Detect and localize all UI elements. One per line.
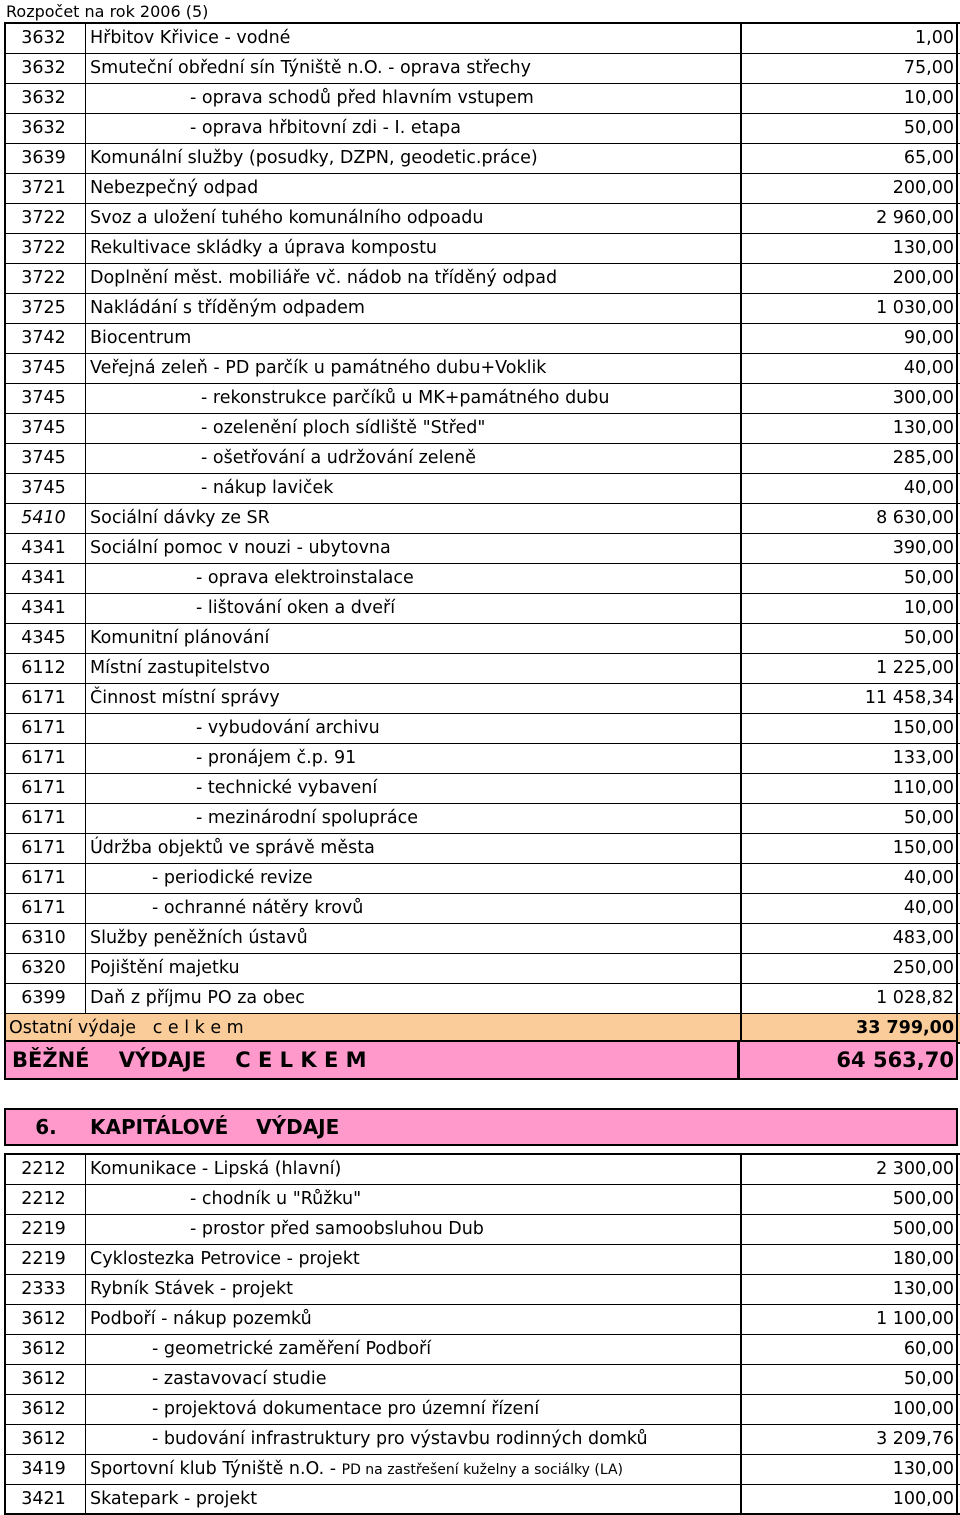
row-description: Údržba objektů ve správě města bbox=[86, 834, 742, 863]
row-code: 3612 bbox=[6, 1335, 86, 1364]
row-description: Rybník Stávek - projekt bbox=[86, 1275, 742, 1304]
table-row bbox=[6, 1215, 960, 1245]
row-description: - periodické revize bbox=[86, 864, 742, 893]
row-code: 6112 bbox=[6, 654, 86, 683]
section-title: KAPITÁLOVÉ VÝDAJE bbox=[90, 1115, 340, 1139]
table-row bbox=[6, 264, 960, 294]
row-description: Smuteční obřední sín Týniště n.O. - oprava střechy bbox=[86, 54, 742, 83]
row-description: Komunální služby (posudky, DZPN, geodetic.práce) bbox=[86, 144, 742, 173]
row-amount: 8 630,00 bbox=[742, 504, 958, 533]
row-code: 2219 bbox=[6, 1245, 86, 1274]
table-row bbox=[6, 474, 960, 504]
table-row bbox=[6, 354, 960, 384]
row-amount: 3 209,76 bbox=[742, 1425, 958, 1454]
row-code: 6399 bbox=[6, 984, 86, 1013]
row-code: 4341 bbox=[6, 594, 86, 623]
row-amount: 40,00 bbox=[742, 354, 958, 383]
table-row bbox=[6, 1305, 960, 1335]
row-code: 3722 bbox=[6, 204, 86, 233]
row-code: 3725 bbox=[6, 294, 86, 323]
table-row bbox=[6, 594, 960, 624]
table-row bbox=[6, 564, 960, 594]
table-row bbox=[6, 174, 960, 204]
row-code: 6171 bbox=[6, 804, 86, 833]
table-row bbox=[6, 684, 960, 714]
row-code: 3419 bbox=[6, 1455, 86, 1484]
row-description: - oprava hřbitovní zdi - I. etapa bbox=[86, 114, 742, 143]
row-code: 6171 bbox=[6, 744, 86, 773]
row-code: 3745 bbox=[6, 414, 86, 443]
row-amount: 2 300,00 bbox=[742, 1155, 958, 1184]
table-row bbox=[6, 1155, 960, 1185]
row-description-note: PD na zastřešení kuželny a sociálky (LA) bbox=[341, 1462, 624, 1478]
row-amount: 130,00 bbox=[742, 234, 958, 263]
grand-total-label: BĚŽNÉ VÝDAJE C E L K E M bbox=[6, 1042, 740, 1078]
row-amount: 130,00 bbox=[742, 1275, 958, 1304]
row-code: 3722 bbox=[6, 264, 86, 293]
row-code: 3745 bbox=[6, 474, 86, 503]
row-code: 3632 bbox=[6, 54, 86, 83]
row-description: Místní zastupitelstvo bbox=[86, 654, 742, 683]
row-amount: 150,00 bbox=[742, 834, 958, 863]
table-row bbox=[6, 924, 960, 954]
row-description: Nakládání s tříděným odpadem bbox=[86, 294, 742, 323]
row-description: Veřejná zeleň - PD parčík u památného dubu+Voklik bbox=[86, 354, 742, 383]
row-amount: 50,00 bbox=[742, 564, 958, 593]
row-description: - lištování oken a dveří bbox=[86, 594, 742, 623]
row-amount: 133,00 bbox=[742, 744, 958, 773]
row-description: Nebezpečný odpad bbox=[86, 174, 742, 203]
table-row bbox=[6, 1485, 960, 1515]
current-expenses-table bbox=[4, 22, 960, 1044]
row-description: Rekultivace skládky a úprava kompostu bbox=[86, 234, 742, 263]
row-description: Daň z příjmu PO za obec bbox=[86, 984, 742, 1013]
row-code: 3745 bbox=[6, 444, 86, 473]
table-row bbox=[6, 384, 960, 414]
row-code: 3612 bbox=[6, 1425, 86, 1454]
row-description: Doplnění měst. mobiliáře vč. nádob na tříděný odpad bbox=[86, 264, 742, 293]
row-amount: 65,00 bbox=[742, 144, 958, 173]
row-description: - prostor před samoobsluhou Dub bbox=[86, 1215, 742, 1244]
row-code: 3639 bbox=[6, 144, 86, 173]
row-description: - ochranné nátěry krovů bbox=[86, 894, 742, 923]
row-description: - mezinárodní spolupráce bbox=[86, 804, 742, 833]
table-row bbox=[6, 534, 960, 564]
row-code: 6320 bbox=[6, 954, 86, 983]
row-amount: 300,00 bbox=[742, 384, 958, 413]
row-amount: 40,00 bbox=[742, 864, 958, 893]
row-code: 2212 bbox=[6, 1185, 86, 1214]
row-amount: 40,00 bbox=[742, 894, 958, 923]
row-description: - rekonstrukce parčíků u MK+památného dubu bbox=[86, 384, 742, 413]
row-description: Pojištění majetku bbox=[86, 954, 742, 983]
row-amount: 50,00 bbox=[742, 1365, 958, 1394]
row-description-main: Sportovní klub Týniště n.O. - bbox=[90, 1459, 342, 1479]
row-description: - budování infrastruktury pro výstavbu rodinných domků bbox=[86, 1425, 742, 1454]
row-amount: 10,00 bbox=[742, 84, 958, 113]
row-description: - projektová dokumentace pro územní řízení bbox=[86, 1395, 742, 1424]
table-row bbox=[6, 744, 960, 774]
row-amount: 40,00 bbox=[742, 474, 958, 503]
row-description: Sociální dávky ze SR bbox=[86, 504, 742, 533]
row-description: - vybudování archivu bbox=[86, 714, 742, 743]
row-amount: 50,00 bbox=[742, 624, 958, 653]
row-amount: 285,00 bbox=[742, 444, 958, 473]
row-amount: 2 960,00 bbox=[742, 204, 958, 233]
row-code: 6171 bbox=[6, 894, 86, 923]
row-amount: 10,00 bbox=[742, 594, 958, 623]
table-row bbox=[6, 714, 960, 744]
row-code: 5410 bbox=[6, 504, 86, 533]
table-row bbox=[6, 1455, 960, 1485]
table-row bbox=[6, 1395, 960, 1425]
table-row bbox=[6, 24, 960, 54]
table-row bbox=[6, 804, 960, 834]
row-amount: 75,00 bbox=[742, 54, 958, 83]
row-amount: 90,00 bbox=[742, 324, 958, 353]
row-amount: 250,00 bbox=[742, 954, 958, 983]
table-row bbox=[6, 324, 960, 354]
row-code: 6310 bbox=[6, 924, 86, 953]
row-description: Činnost místní správy bbox=[86, 684, 742, 713]
row-code: 3632 bbox=[6, 24, 86, 53]
page-title: Rozpočet na rok 2006 (5) bbox=[6, 2, 209, 21]
section-number: 6. bbox=[35, 1115, 57, 1139]
row-description: - ošetřování a udržování zeleně bbox=[86, 444, 742, 473]
row-description: Cyklostezka Petrovice - projekt bbox=[86, 1245, 742, 1274]
table-row bbox=[6, 1245, 960, 1275]
table-row bbox=[6, 234, 960, 264]
grand-total-amount: 64 563,70 bbox=[836, 1048, 954, 1072]
table-row bbox=[6, 774, 960, 804]
row-description: - geometrické zaměření Podboří bbox=[86, 1335, 742, 1364]
row-amount: 50,00 bbox=[742, 114, 958, 143]
row-code: 2212 bbox=[6, 1155, 86, 1184]
row-code: 6171 bbox=[6, 834, 86, 863]
table-row bbox=[6, 1335, 960, 1365]
table-row bbox=[6, 444, 960, 474]
row-description: Skatepark - projekt bbox=[86, 1485, 742, 1513]
row-amount: 200,00 bbox=[742, 174, 958, 203]
row-code: 3612 bbox=[6, 1305, 86, 1334]
row-description: - nákup laviček bbox=[86, 474, 742, 503]
table-row bbox=[6, 894, 960, 924]
row-amount: 1 030,00 bbox=[742, 294, 958, 323]
row-code: 3632 bbox=[6, 114, 86, 143]
row-description: - pronájem č.p. 91 bbox=[86, 744, 742, 773]
row-amount: 500,00 bbox=[742, 1185, 958, 1214]
row-description: - chodník u "Růžku" bbox=[86, 1185, 742, 1214]
subtotal-amount: 33 799,00 bbox=[742, 1014, 958, 1042]
row-code: 4345 bbox=[6, 624, 86, 653]
table-row bbox=[6, 654, 960, 684]
grand-total-row bbox=[4, 1040, 958, 1080]
row-code: 3421 bbox=[6, 1485, 86, 1513]
row-code: 6171 bbox=[6, 684, 86, 713]
row-code: 6171 bbox=[6, 864, 86, 893]
row-description: Hřbitov Křivice - vodné bbox=[86, 24, 742, 53]
row-code: 6171 bbox=[6, 714, 86, 743]
table-row bbox=[6, 144, 960, 174]
table-row bbox=[6, 1365, 960, 1395]
row-code: 6171 bbox=[6, 774, 86, 803]
capital-section-header bbox=[4, 1108, 958, 1146]
table-row bbox=[6, 1425, 960, 1455]
row-description: Sociální pomoc v nouzi - ubytovna bbox=[86, 534, 742, 563]
row-code: 3745 bbox=[6, 354, 86, 383]
table-row bbox=[6, 114, 960, 144]
row-code: 4341 bbox=[6, 564, 86, 593]
table-row bbox=[6, 84, 960, 114]
row-code: 3722 bbox=[6, 234, 86, 263]
row-description: Svoz a uložení tuhého komunálního odpoadu bbox=[86, 204, 742, 233]
row-amount: 200,00 bbox=[742, 264, 958, 293]
row-amount: 110,00 bbox=[742, 774, 958, 803]
row-description: Podboří - nákup pozemků bbox=[86, 1305, 742, 1334]
row-description: - ozelenění ploch sídliště "Střed" bbox=[86, 414, 742, 443]
table-row bbox=[6, 54, 960, 84]
row-description: - oprava schodů před hlavním vstupem bbox=[86, 84, 742, 113]
row-amount: 1,00 bbox=[742, 24, 958, 53]
capital-expenses-table bbox=[4, 1153, 960, 1515]
table-row bbox=[6, 624, 960, 654]
row-amount: 483,00 bbox=[742, 924, 958, 953]
row-description: - zastavovací studie bbox=[86, 1365, 742, 1394]
table-row bbox=[6, 984, 960, 1014]
row-amount: 180,00 bbox=[742, 1245, 958, 1274]
row-code: 3612 bbox=[6, 1395, 86, 1424]
row-amount: 390,00 bbox=[742, 534, 958, 563]
row-code: 3745 bbox=[6, 384, 86, 413]
table-row bbox=[6, 294, 960, 324]
row-description bbox=[86, 1455, 742, 1484]
row-code: 2219 bbox=[6, 1215, 86, 1244]
row-amount: 130,00 bbox=[742, 1455, 958, 1484]
row-code: 3632 bbox=[6, 84, 86, 113]
row-amount: 1 028,82 bbox=[742, 984, 958, 1013]
row-amount: 1 100,00 bbox=[742, 1305, 958, 1334]
row-amount: 11 458,34 bbox=[742, 684, 958, 713]
row-code: 3721 bbox=[6, 174, 86, 203]
table-row bbox=[6, 864, 960, 894]
row-amount: 100,00 bbox=[742, 1485, 958, 1513]
row-amount: 100,00 bbox=[742, 1395, 958, 1424]
row-code: 4341 bbox=[6, 534, 86, 563]
row-description: Biocentrum bbox=[86, 324, 742, 353]
table-row bbox=[6, 1185, 960, 1215]
row-amount: 60,00 bbox=[742, 1335, 958, 1364]
table-row bbox=[6, 834, 960, 864]
table-row bbox=[6, 414, 960, 444]
row-description: - oprava elektroinstalace bbox=[86, 564, 742, 593]
table-row bbox=[6, 504, 960, 534]
row-description: - technické vybavení bbox=[86, 774, 742, 803]
row-code: 3612 bbox=[6, 1365, 86, 1394]
row-amount: 130,00 bbox=[742, 414, 958, 443]
row-description: Komunikace - Lipská (hlavní) bbox=[86, 1155, 742, 1184]
row-amount: 500,00 bbox=[742, 1215, 958, 1244]
subtotal-label: Ostatní výdaje c e l k e m bbox=[6, 1014, 742, 1042]
row-amount: 150,00 bbox=[742, 714, 958, 743]
table-row bbox=[6, 954, 960, 984]
row-description: Služby peněžních ústavů bbox=[86, 924, 742, 953]
row-code: 3742 bbox=[6, 324, 86, 353]
row-code: 2333 bbox=[6, 1275, 86, 1304]
table-row bbox=[6, 1275, 960, 1305]
row-description: Komunitní plánování bbox=[86, 624, 742, 653]
table-row bbox=[6, 204, 960, 234]
row-amount: 50,00 bbox=[742, 804, 958, 833]
row-amount: 1 225,00 bbox=[742, 654, 958, 683]
